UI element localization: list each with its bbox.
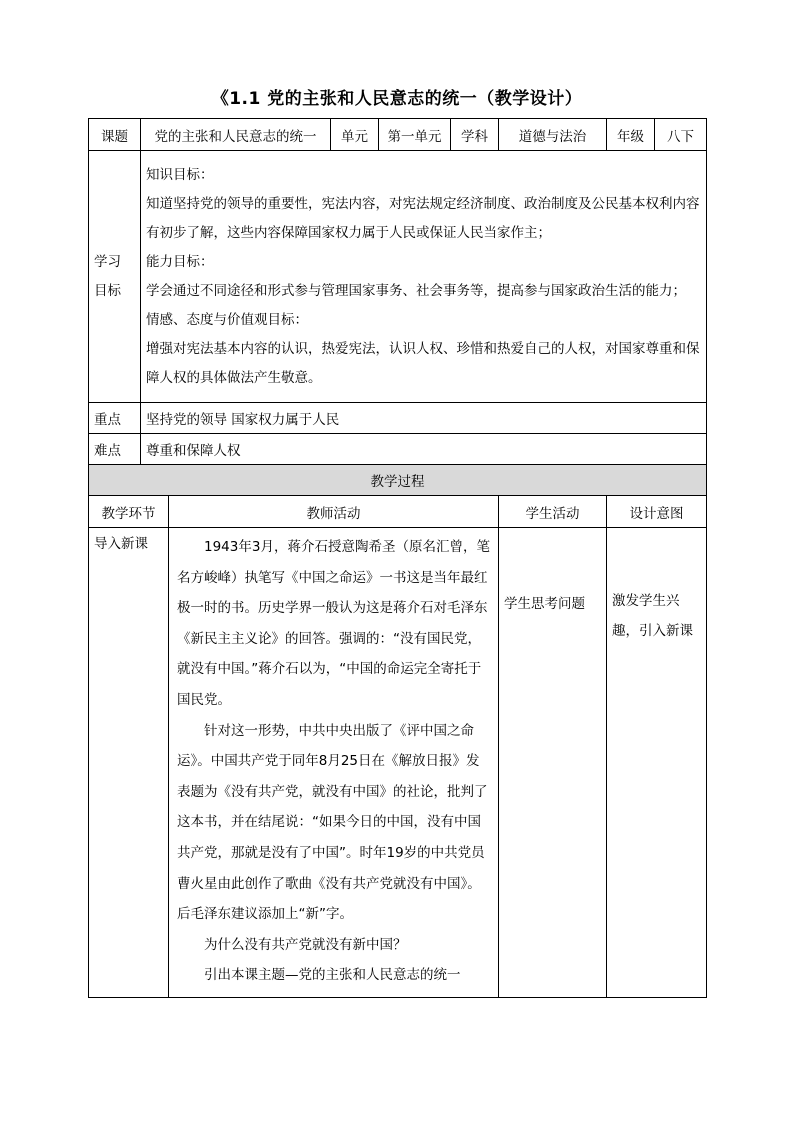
objective-line: 知识目标： bbox=[146, 166, 214, 183]
subject-value: 道德与法治 bbox=[499, 119, 607, 151]
teacher-paragraph: 1943年3月，蒋介石授意陶希圣（原名汇曾，笔名方峻峰）执笔写《中国之命运》一书这是当年最红极一时的书。历史学界一般认为这是蒋介石对毛泽东《新民主主义论》的回答。强调的：“没有国民党，就没有中国。”蒋介石以为，“中国的命运完全寄托于国民党。 bbox=[177, 539, 490, 708]
difficulty-label: 难点 bbox=[89, 434, 141, 465]
objective-line: 知道坚持党的领导的重要性，宪法内容，对宪法规定经济制度、政治制度及公民基本权利内容有初步了解，这些内容保障国家权力属于人民或保证人民当家作主； bbox=[146, 195, 700, 241]
process-heading: 教学过程 bbox=[89, 465, 707, 496]
objective-line: 学会通过不同途径和形式参与管理国家事务、社会事务等，提高参与国家政治生活的能力； bbox=[146, 282, 686, 299]
column-header: 教学环节 bbox=[89, 496, 169, 528]
header-row bbox=[89, 119, 707, 151]
objectives-content bbox=[141, 151, 707, 403]
teacher-paragraph: 引出本课主题—党的主张和人民意志的统一 bbox=[204, 967, 461, 984]
design-intent-cell: 激发学生兴趣，引入新课 bbox=[607, 528, 707, 998]
course-label: 课题 bbox=[89, 119, 141, 151]
objective-line: 增强对宪法基本内容的认识，热爱宪法，认识人权、珍惜和热爱自己的人权，对国家尊重和保障人权的具体做法产生敬意。 bbox=[146, 340, 700, 386]
key-point-text: 坚持党的领导 国家权力属于人民 bbox=[141, 403, 707, 434]
key-point-row bbox=[89, 403, 707, 434]
subject-label: 学科 bbox=[451, 119, 499, 151]
teacher-paragraph: 针对这一形势，中共中央出版了《评中国之命运》。中国共产党于同年8月25日在《解放日报》发表题为《没有共产党，就没有中国》的社论，批判了这本书，并在结尾说：“如果今日的中国，没有中国共产党，那就是没有了中国”。时年19岁的中共党员曹火星由此创作了歌曲《没有共产党就没有中国》。后毛泽东建议添加上“新”字。 bbox=[177, 722, 488, 923]
page-title: 《1.1 党的主张和人民意志的统一（教学设计） bbox=[211, 89, 583, 109]
stage-cell: 导入新课 bbox=[89, 528, 169, 998]
teacher-paragraph: 为什么没有共产党就没有新中国？ bbox=[204, 936, 407, 953]
process-columns-row bbox=[89, 496, 707, 528]
unit-value: 第一单元 bbox=[379, 119, 451, 151]
column-header: 学生活动 bbox=[499, 496, 607, 528]
key-point-label: 重点 bbox=[89, 403, 141, 434]
student-activity-cell: 学生思考问题 bbox=[499, 528, 607, 998]
course-value: 党的主张和人民意志的统一 bbox=[141, 119, 331, 151]
lesson-plan-table bbox=[88, 118, 707, 998]
teacher-activity-cell bbox=[169, 528, 499, 998]
difficulty-text: 尊重和保障人权 bbox=[141, 434, 707, 465]
table-row bbox=[89, 528, 707, 998]
difficulty-row bbox=[89, 434, 707, 465]
grade-label: 年级 bbox=[607, 119, 655, 151]
column-header: 教师活动 bbox=[169, 496, 499, 528]
grade-value: 八下 bbox=[655, 119, 707, 151]
objectives-label: 学习 目标 bbox=[89, 151, 141, 403]
objective-line: 能力目标： bbox=[146, 253, 214, 270]
process-heading-row bbox=[89, 465, 707, 496]
column-header: 设计意图 bbox=[607, 496, 707, 528]
objectives-row bbox=[89, 151, 707, 403]
objective-line: 情感、态度与价值观目标： bbox=[146, 311, 308, 328]
unit-label: 单元 bbox=[331, 119, 379, 151]
